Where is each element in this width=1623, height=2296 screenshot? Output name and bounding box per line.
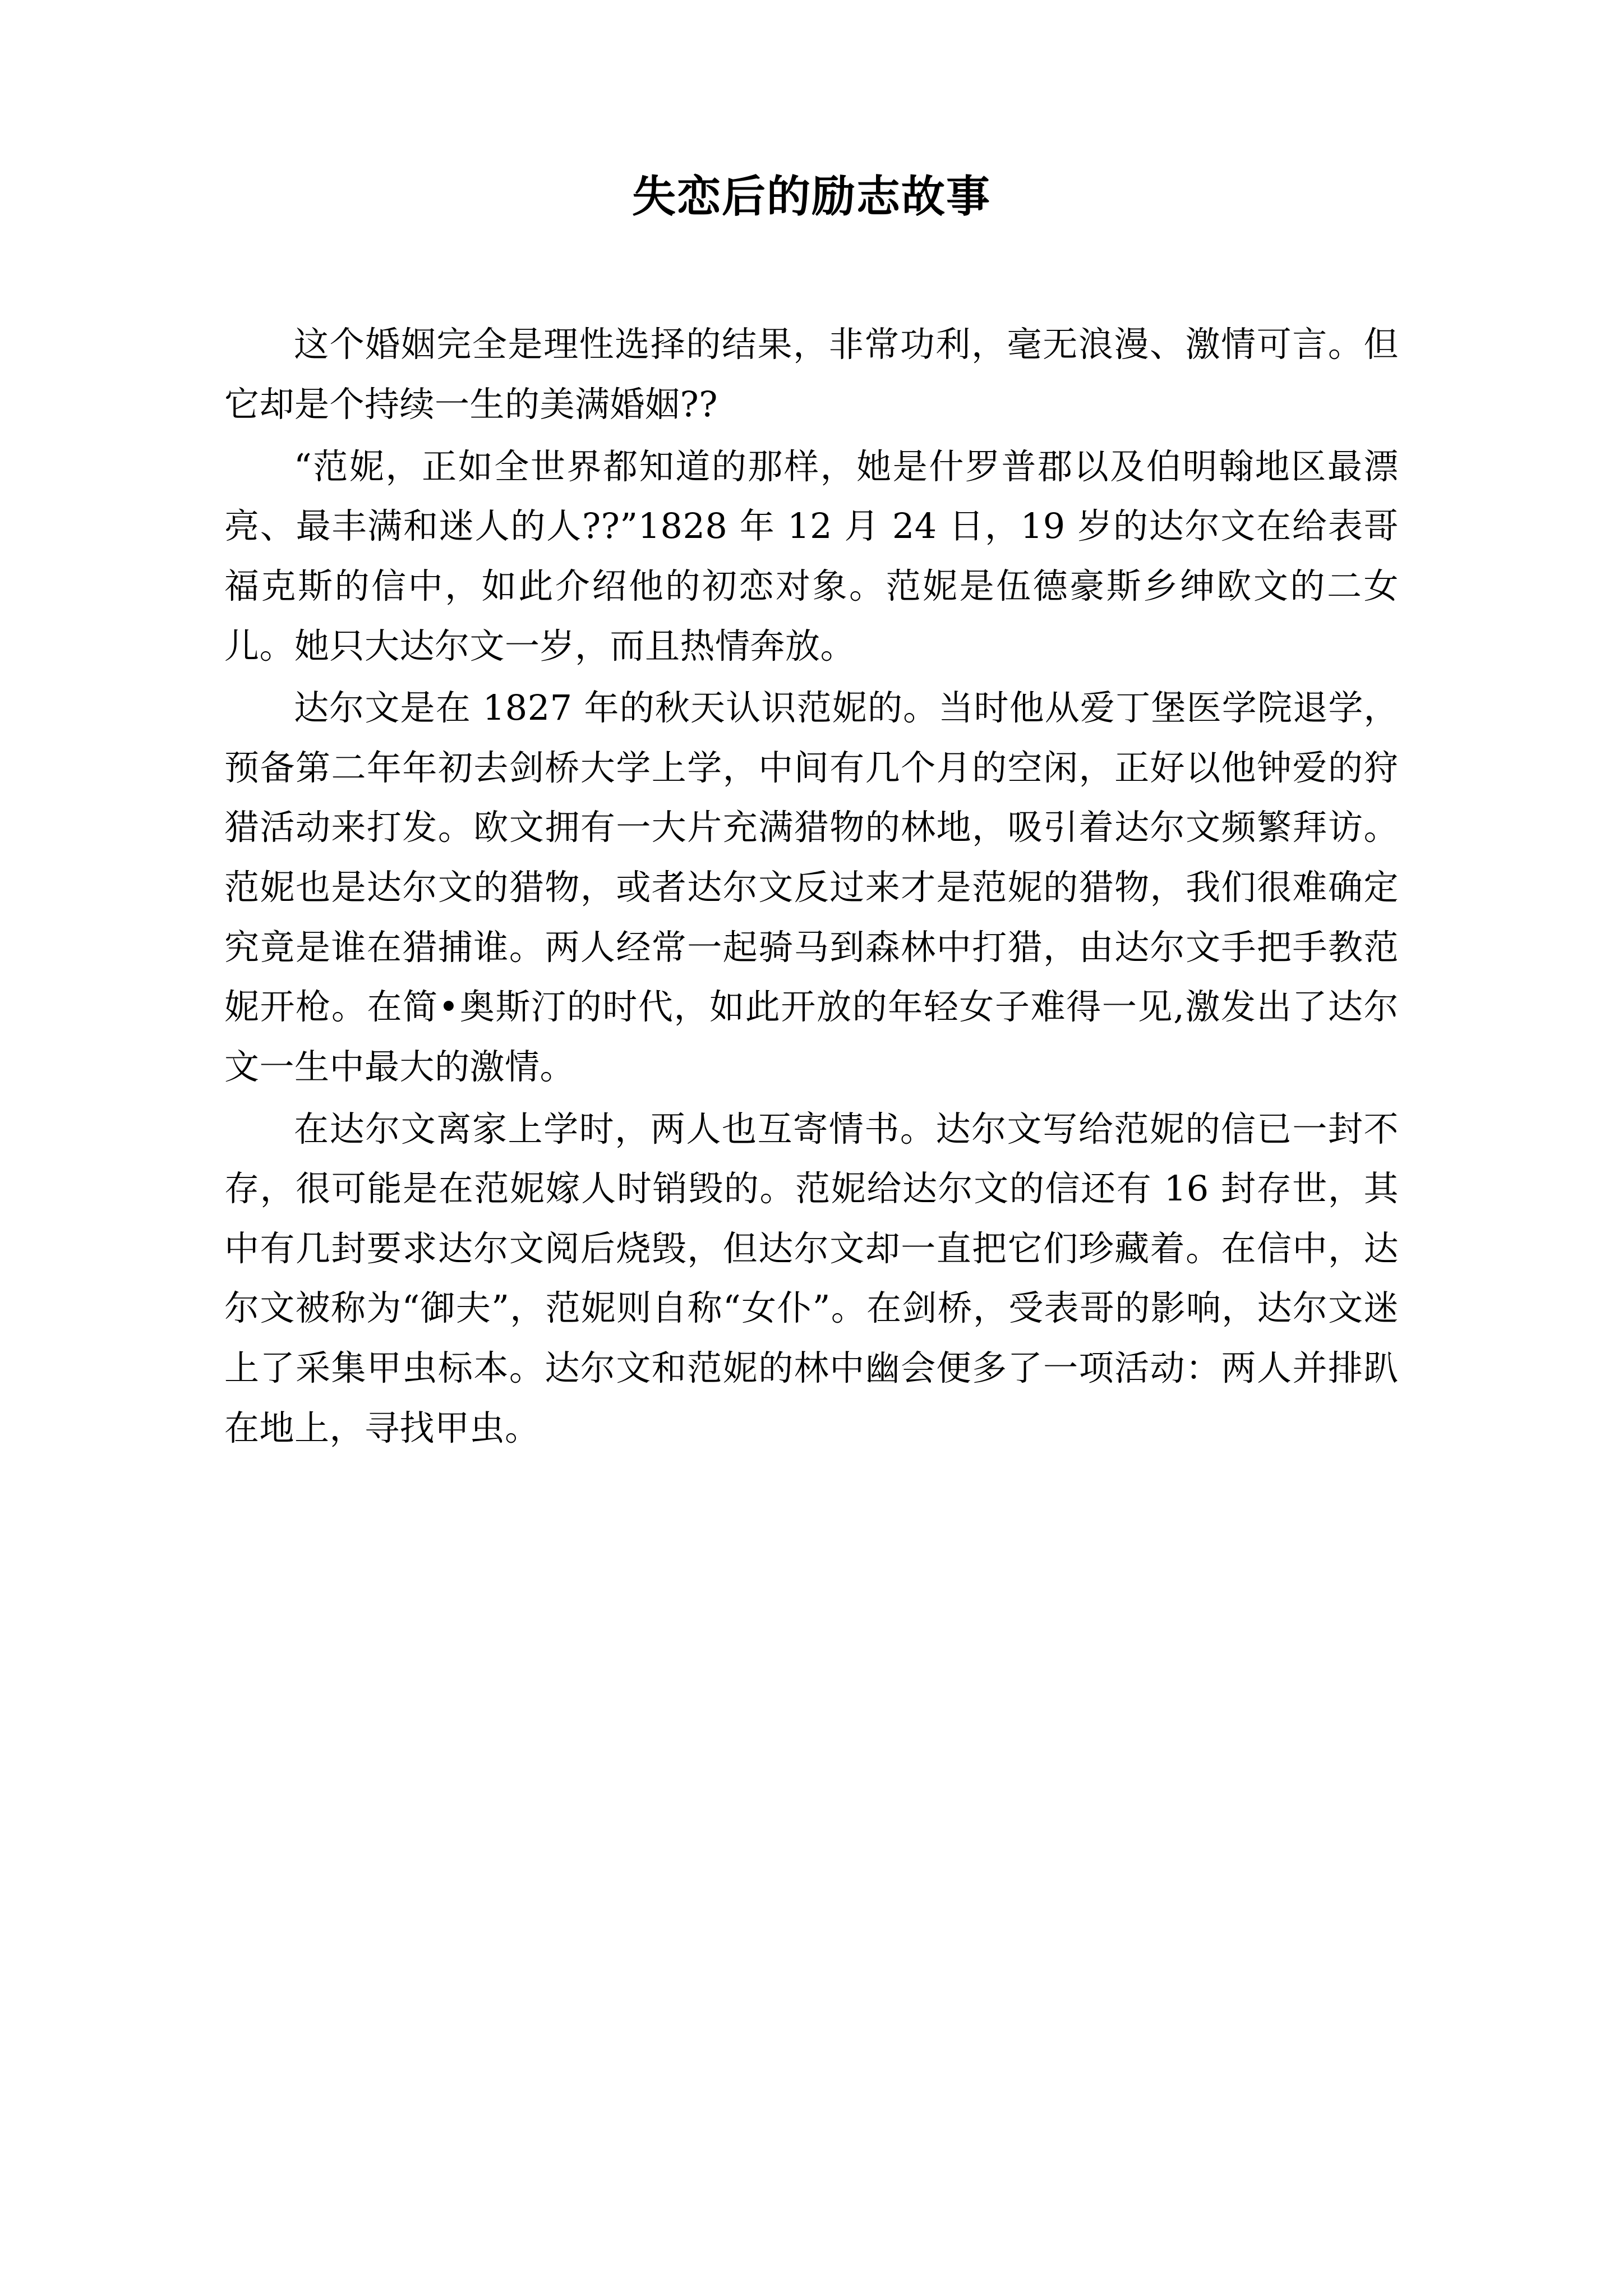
paragraph-1: 这个婚姻完全是理性选择的结果，非常功利，毫无浪漫、激情可言。但它却是个持续一生的美满婚姻??	[224, 324, 1399, 425]
paragraph-4: 在达尔文离家上学时，两人也互寄情书。达尔文写给范妮的信已一封不存，很可能是在范妮嫁人时销毁的。范妮给达尔文的信还有 16 封存世，其中有几封要求达尔文阅后烧毁，但达尔文却一直把它们珍藏着。在信中，达尔文被称为“御夫”，范妮则自称“女仆”。在剑桥，受表哥的影响，达尔文迷上了采集甲虫标本。达尔文和范妮的林中幽会便多了一项活动：两人并排趴在地上，寻找甲虫。	[224, 1108, 1399, 1448]
document-body	[224, 315, 1399, 1458]
paragraph-3: 达尔文是在 1827 年的秋天认识范妮的。当时他从爱丁堡医学院退学，预备第二年年初去剑桥大学上学，中间有几个月的空闲，正好以他钟爱的狩猎活动来打发。欧文拥有一大片充满猎物的林地，吸引着达尔文频繁拜访。范妮也是达尔文的猎物，或者达尔文反过来才是范妮的猎物，我们很难确定究竟是谁在猎捕谁。两人经常一起骑马到森林中打猎，由达尔文手把手教范妮开枪。在简•奥斯汀的时代，如此开放的年轻女子难得一见,激发出了达尔文一生中最大的激情。	[224, 687, 1399, 1087]
paragraph-2: “范妮，正如全世界都知道的那样，她是什罗普郡以及伯明翰地区最漂亮、最丰满和迷人的人??”1828 年 12 月 24 日，19 岁的达尔文在给表哥福克斯的信中，如此介绍他的初恋对象。范妮是伍德豪斯乡绅欧文的二女儿。她只大达尔文一岁，而且热情奔放。	[224, 445, 1399, 666]
page-title: 失恋后的励志故事	[631, 171, 991, 222]
